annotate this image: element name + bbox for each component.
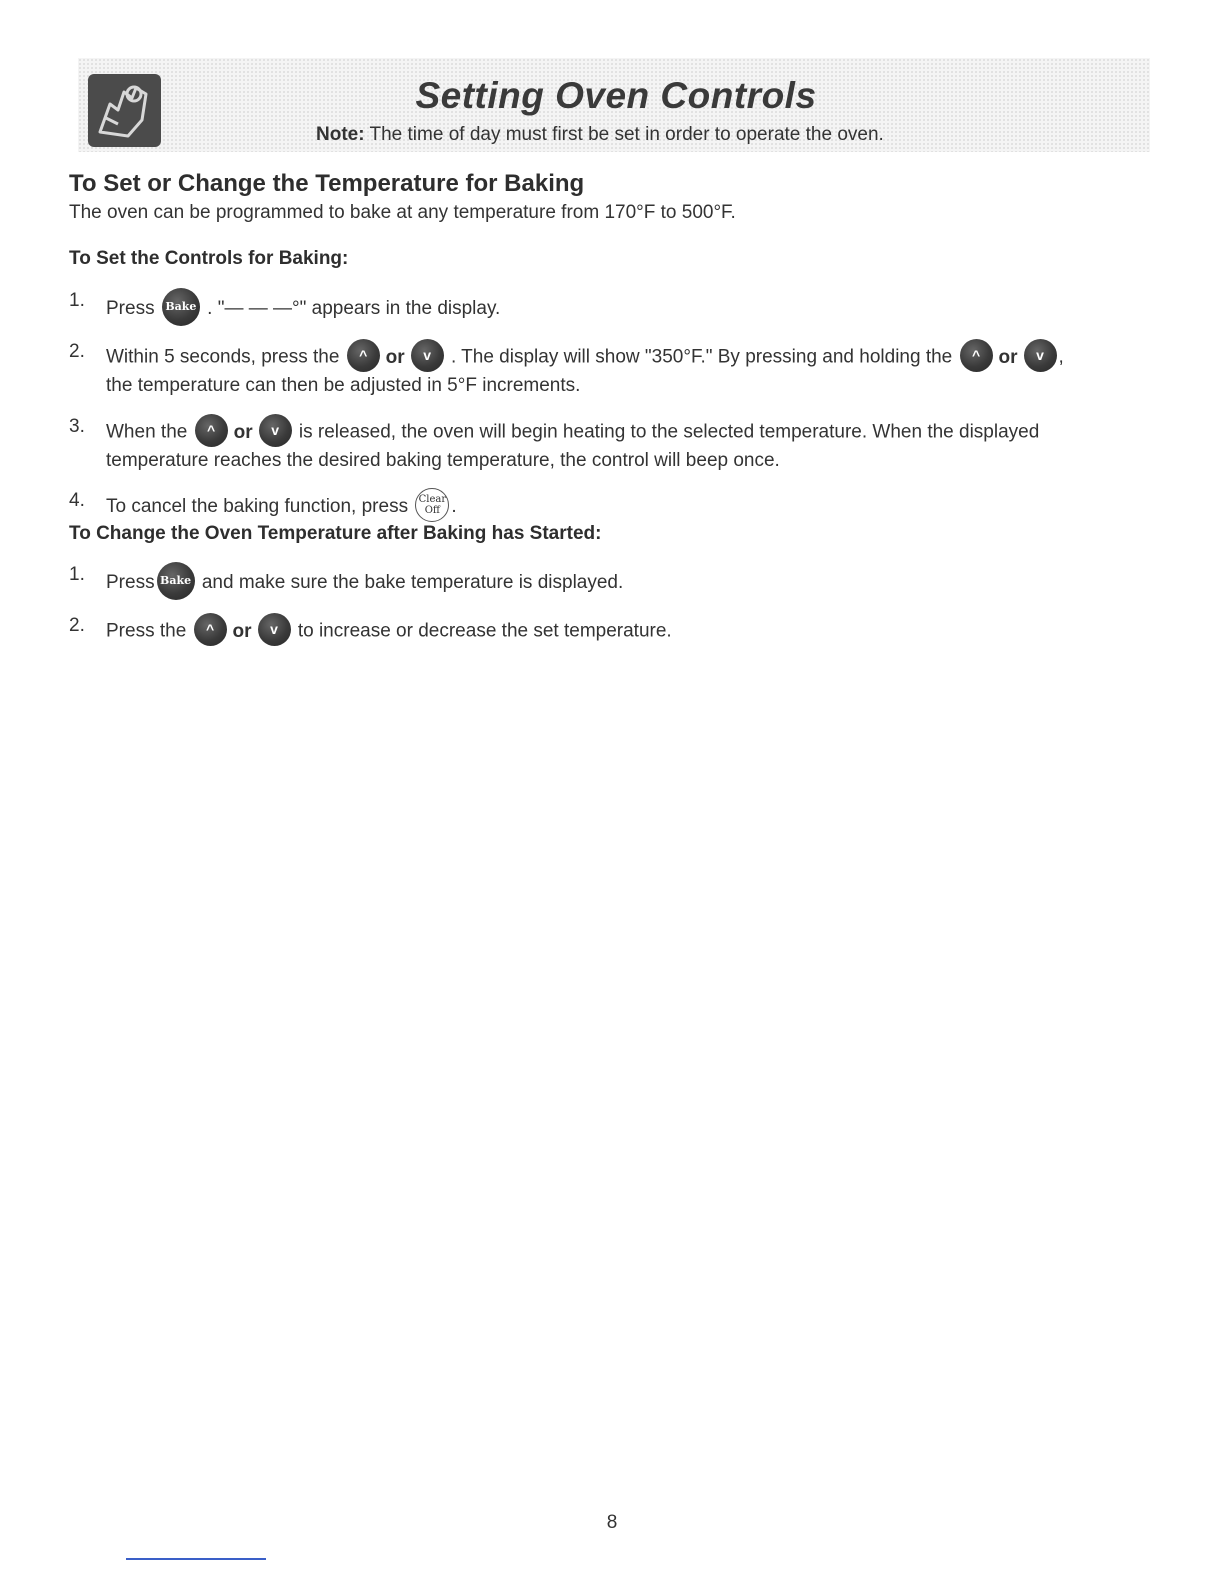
or-label: or: [385, 346, 405, 368]
step-number: 4.: [69, 490, 85, 511]
down-arrow-key-icon: v: [411, 339, 444, 372]
page-title: Setting Oven Controls: [415, 75, 817, 116]
down-arrow-key-icon: v: [1024, 339, 1057, 372]
step-number: 1.: [69, 564, 85, 585]
or-label: or: [232, 620, 252, 642]
step-text: to increase or decrease the set temperature.: [297, 620, 672, 642]
down-arrow-key-icon: v: [258, 613, 291, 646]
set-step-3-continued: temperature reaches the desired baking temperature, the control will beep once.: [106, 450, 780, 471]
off-key-label: Off: [424, 505, 441, 516]
banner-note: [316, 124, 884, 146]
step-text: ,: [1058, 346, 1064, 368]
clear-key-label: Clear: [418, 494, 447, 505]
footer-rule: [126, 1558, 266, 1560]
down-arrow-key-icon: v: [259, 414, 292, 447]
note-label: Note:: [316, 124, 365, 145]
section-intro: The oven can be programmed to bake at any temperature from 170°F to 500°F.: [69, 202, 736, 223]
up-arrow-key-icon: ^: [195, 414, 228, 447]
clear-off-key-icon: [415, 488, 449, 522]
up-arrow-key-icon: ^: [347, 339, 380, 372]
or-label: or: [233, 421, 253, 443]
step-number: 1.: [69, 290, 85, 311]
section-heading: To Set or Change the Temperature for Baking: [69, 170, 585, 197]
step-text: Within 5 seconds, press the: [106, 346, 340, 368]
set-step-2-continued: the temperature can then be adjusted in 5°F increments.: [106, 375, 581, 396]
step-text: When the: [106, 421, 188, 443]
step-text: . The display will show "350°F." By pressing and holding the: [450, 346, 953, 368]
change-temp-heading: To Change the Oven Temperature after Baking has Started:: [69, 523, 602, 544]
note-text: The time of day must first be set in order to operate the oven.: [369, 124, 884, 145]
step-text: and make sure the bake temperature is displayed.: [201, 572, 624, 594]
step-text: .: [451, 496, 457, 518]
up-arrow-key-icon: ^: [194, 613, 227, 646]
step-text: . "— — —°" appears in the display.: [207, 298, 501, 320]
step-text: Press: [106, 298, 155, 320]
bake-key-icon: Bake: [162, 288, 200, 326]
step-text: To cancel the baking function, press: [106, 496, 409, 518]
step-number: 2.: [69, 615, 85, 636]
bake-key-icon: Bake: [157, 562, 195, 600]
step-text: Press the: [106, 620, 187, 642]
or-label: or: [998, 346, 1018, 368]
step-number: 3.: [69, 416, 85, 437]
step-text: Press: [106, 572, 155, 594]
up-arrow-key-icon: ^: [960, 339, 993, 372]
step-number: 2.: [69, 341, 85, 362]
set-controls-heading: To Set the Controls for Baking:: [69, 248, 349, 269]
step-text: is released, the oven will begin heating to the selected temperature. When the displayed: [298, 421, 1040, 443]
page-number: 8: [606, 1512, 618, 1533]
